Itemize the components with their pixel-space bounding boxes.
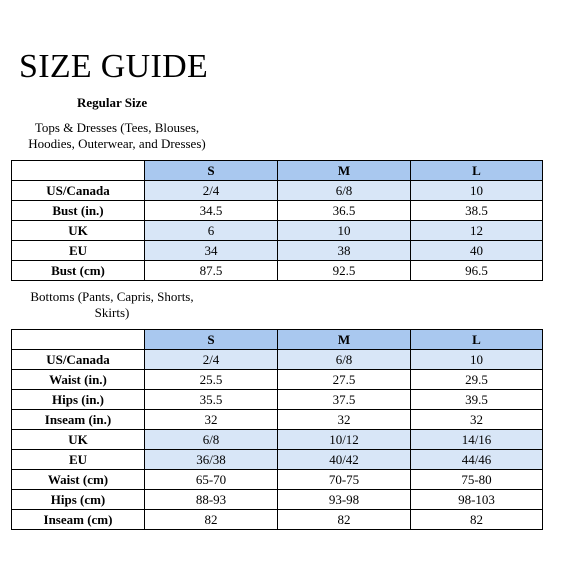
size-value-cell: 38 <box>278 241 411 261</box>
size-value-cell: 32 <box>145 410 278 430</box>
table-row <box>12 430 543 450</box>
size-value-cell: 36.5 <box>278 201 411 221</box>
size-value-cell: 35.5 <box>145 390 278 410</box>
size-header-s: S <box>145 161 278 181</box>
size-value-cell: 32 <box>411 410 543 430</box>
size-value-cell: 82 <box>145 510 278 530</box>
size-value-cell: 34.5 <box>145 201 278 221</box>
size-value-cell: 82 <box>278 510 411 530</box>
row-label: Waist (in.) <box>12 370 145 390</box>
row-label: Inseam (in.) <box>12 410 145 430</box>
table-row <box>12 410 543 430</box>
row-label: Hips (in.) <box>12 390 145 410</box>
bottoms-caption-line: Bottoms (Pants, Capris, Shorts, <box>30 289 194 304</box>
page-title: SIZE GUIDE <box>19 48 209 85</box>
table-row <box>12 261 543 281</box>
size-value-cell: 6/8 <box>278 181 411 201</box>
row-label: UK <box>12 221 145 241</box>
size-header-s: S <box>145 330 278 350</box>
row-label: Inseam (cm) <box>12 510 145 530</box>
size-value-cell: 14/16 <box>411 430 543 450</box>
size-value-cell: 25.5 <box>145 370 278 390</box>
size-value-cell: 93-98 <box>278 490 411 510</box>
size-value-cell: 2/4 <box>145 350 278 370</box>
size-value-cell: 10 <box>411 350 543 370</box>
tops-caption-line: Hoodies, Outerwear, and Dresses) <box>28 136 206 151</box>
size-value-cell: 98-103 <box>411 490 543 510</box>
row-label: Hips (cm) <box>12 490 145 510</box>
size-value-cell: 87.5 <box>145 261 278 281</box>
tops-size-table <box>11 160 543 281</box>
size-value-cell: 10 <box>278 221 411 241</box>
table-row <box>12 241 543 261</box>
size-value-cell: 29.5 <box>411 370 543 390</box>
size-value-cell: 70-75 <box>278 470 411 490</box>
tops-caption-line: Tops & Dresses (Tees, Blouses, <box>34 120 200 135</box>
table-row <box>12 370 543 390</box>
table-row <box>12 470 543 490</box>
size-value-cell: 65-70 <box>145 470 278 490</box>
row-label: US/Canada <box>12 181 145 201</box>
size-value-cell: 38.5 <box>411 201 543 221</box>
table-row <box>12 181 543 201</box>
table-row <box>12 490 543 510</box>
table-row <box>12 510 543 530</box>
row-label: UK <box>12 430 145 450</box>
size-value-cell: 39.5 <box>411 390 543 410</box>
row-label: US/Canada <box>12 350 145 370</box>
size-value-cell: 12 <box>411 221 543 241</box>
section-subtitle: Regular Size <box>77 95 148 110</box>
size-value-cell: 44/46 <box>411 450 543 470</box>
size-value-cell: 10/12 <box>278 430 411 450</box>
header-blank-cell <box>12 161 145 181</box>
size-value-cell: 32 <box>278 410 411 430</box>
size-header-m: M <box>278 161 411 181</box>
table-header-row <box>12 330 543 350</box>
size-value-cell: 2/4 <box>145 181 278 201</box>
table-header-row <box>12 161 543 181</box>
size-value-cell: 96.5 <box>411 261 543 281</box>
size-value-cell: 10 <box>411 181 543 201</box>
table-row <box>12 201 543 221</box>
row-label: EU <box>12 241 145 261</box>
table-row <box>12 450 543 470</box>
tops-table-body <box>12 161 543 281</box>
size-header-m: M <box>278 330 411 350</box>
size-value-cell: 75-80 <box>411 470 543 490</box>
size-value-cell: 6 <box>145 221 278 241</box>
bottoms-table-body <box>12 330 543 530</box>
bottoms-caption-line: Skirts) <box>94 305 130 320</box>
bottoms-size-table <box>11 329 543 530</box>
tops-caption <box>12 120 222 152</box>
row-label: Bust (in.) <box>12 201 145 221</box>
table-row <box>12 350 543 370</box>
table-row <box>12 390 543 410</box>
size-header-l: L <box>411 161 543 181</box>
size-value-cell: 34 <box>145 241 278 261</box>
bottoms-caption <box>12 289 212 321</box>
row-label: Waist (cm) <box>12 470 145 490</box>
size-value-cell: 88-93 <box>145 490 278 510</box>
header-blank-cell <box>12 330 145 350</box>
row-label: EU <box>12 450 145 470</box>
row-label: Bust (cm) <box>12 261 145 281</box>
size-value-cell: 27.5 <box>278 370 411 390</box>
table-row <box>12 221 543 241</box>
size-value-cell: 36/38 <box>145 450 278 470</box>
size-value-cell: 6/8 <box>145 430 278 450</box>
size-value-cell: 40/42 <box>278 450 411 470</box>
size-value-cell: 40 <box>411 241 543 261</box>
size-value-cell: 37.5 <box>278 390 411 410</box>
size-value-cell: 92.5 <box>278 261 411 281</box>
size-value-cell: 6/8 <box>278 350 411 370</box>
size-value-cell: 82 <box>411 510 543 530</box>
size-header-l: L <box>411 330 543 350</box>
